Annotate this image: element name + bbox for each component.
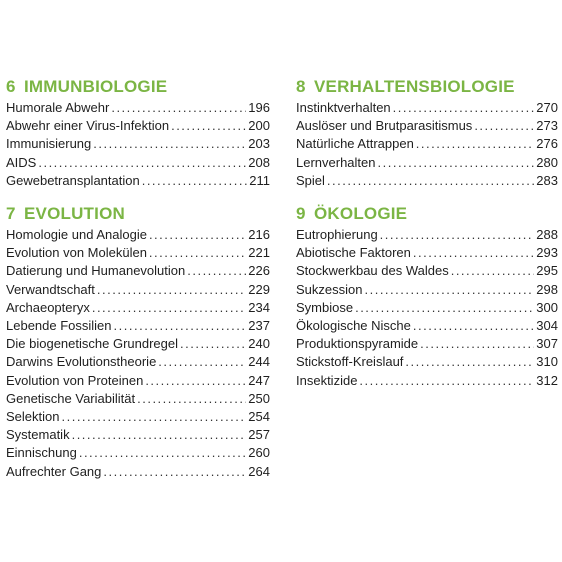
toc-entry-einnischung[interactable]: [6, 444, 270, 462]
toc-entry-evolution-von-proteinen[interactable]: [6, 372, 270, 390]
dot-leader: [79, 444, 246, 462]
toc-entry-archaeopteryx[interactable]: [6, 299, 270, 317]
toc-entry-oekologische-nische[interactable]: [296, 317, 558, 335]
entry-page-number: 270: [536, 100, 558, 115]
entry-page-number: 211: [249, 172, 270, 188]
entry-label: Humorale Abwehr: [6, 100, 110, 115]
toc-entry-homologie-und-analogie[interactable]: [6, 226, 270, 244]
entry-label: Aufrechter Gang: [6, 463, 102, 479]
entry-label: Systematik: [6, 427, 70, 443]
toc-entry-symbiose[interactable]: [296, 299, 558, 317]
entry-page-number: 203: [248, 136, 270, 152]
chapter-number: 8: [296, 77, 306, 96]
entry-label: Abwehr einer Virus-Infektion: [6, 118, 170, 134]
entry-page-number: 295: [536, 263, 558, 279]
entry-page-number: 288: [536, 227, 558, 243]
chapter-title: EVOLUTION: [24, 204, 125, 224]
toc-entry-insektizide[interactable]: [296, 372, 558, 390]
entry-page-number: 250: [248, 390, 270, 406]
dot-leader: [420, 335, 534, 353]
toc-entry-datierung-und-humanevolution[interactable]: [6, 262, 270, 280]
toc-entry-stickstoff-kreislauf[interactable]: [296, 353, 558, 371]
entry-label: Evolution von Proteinen: [6, 372, 144, 388]
entry-page-number: 260: [248, 445, 270, 461]
entry-page-number: 216: [248, 227, 270, 243]
right-column: [296, 77, 558, 390]
chapter-title: IMMUNBIOLOGIE: [24, 77, 168, 96]
dot-leader: [413, 317, 534, 335]
entry-page-number: 237: [248, 318, 270, 334]
dot-leader: [142, 172, 248, 190]
chapter-heading: [296, 77, 558, 97]
toc-entry-lebende-fossilien[interactable]: [6, 317, 270, 335]
entry-page-number: 234: [248, 299, 270, 315]
entry-page-number: 254: [248, 409, 270, 425]
entry-label: Auslöser und Brutparasitismus: [296, 118, 473, 134]
dot-leader: [137, 390, 246, 408]
entry-label: Einnischung: [6, 445, 77, 461]
dot-leader: [405, 353, 534, 371]
dot-leader: [355, 299, 534, 317]
entry-page-number: 240: [248, 336, 270, 352]
entry-label: Selektion: [6, 409, 60, 425]
dot-leader: [97, 281, 246, 299]
toc-entry-aufrechter-gang[interactable]: [6, 463, 270, 481]
dot-leader: [364, 281, 534, 299]
entry-label: Natürliche Attrappen: [296, 136, 414, 152]
dot-leader: [474, 117, 534, 135]
dot-leader: [327, 172, 534, 190]
entry-page-number: 257: [248, 427, 270, 443]
dot-leader: [149, 226, 246, 244]
chapter-heading: [6, 204, 270, 224]
entry-page-number: 280: [536, 154, 558, 170]
chapter-section-immunbiologie: [6, 77, 270, 190]
dot-leader: [393, 99, 535, 117]
entry-label: Lernverhalten: [296, 154, 376, 170]
entry-label: AIDS: [6, 154, 37, 170]
dot-leader: [359, 372, 534, 390]
chapter-number: 9: [296, 204, 306, 224]
toc-entry-natuerliche-attrappen[interactable]: [296, 135, 558, 153]
entry-page-number: 247: [248, 372, 270, 388]
toc-entry-lernverhalten[interactable]: [296, 154, 558, 172]
dot-leader: [38, 154, 246, 172]
entry-page-number: 244: [248, 354, 270, 370]
entry-page-number: 307: [536, 336, 558, 352]
entry-page-number: 226: [248, 263, 270, 279]
entry-page-number: 273: [536, 118, 558, 134]
dot-leader: [111, 99, 246, 117]
entry-label: Verwandtschaft: [6, 281, 95, 297]
dot-leader: [180, 335, 246, 353]
toc-entry-spiel[interactable]: [296, 172, 558, 190]
entry-label: Die biogenetische Grundregel: [6, 336, 178, 352]
chapter-heading: [6, 77, 270, 97]
entry-page-number: 229: [248, 281, 270, 297]
toc-entry-gewebetransplantation[interactable]: [6, 172, 270, 190]
toc-entry-evolution-von-molekuelen[interactable]: [6, 244, 270, 262]
dot-leader: [187, 262, 246, 280]
toc-entry-produktionspyramide[interactable]: [296, 335, 558, 353]
dot-leader: [114, 317, 247, 335]
chapter-number: 7: [6, 204, 16, 224]
dot-leader: [92, 299, 246, 317]
dot-leader: [378, 154, 535, 172]
entry-label: Stockwerkbau des Waldes: [296, 263, 449, 279]
toc-entry-darwins-evolutionstheorie[interactable]: [6, 353, 270, 371]
dot-leader: [413, 244, 534, 262]
toc-entry-systematik[interactable]: [6, 426, 270, 444]
toc-entry-aids[interactable]: [6, 154, 270, 172]
entry-page-number: 200: [248, 118, 270, 134]
entry-label: Homologie und Analogie: [6, 227, 147, 243]
entry-label: Evolution von Molekülen: [6, 245, 147, 261]
chapter-section-evolution: [6, 204, 270, 481]
entry-page-number: 310: [536, 354, 558, 370]
entry-label: Genetische Variabilität: [6, 390, 136, 406]
entry-page-number: 276: [536, 136, 558, 152]
dot-leader: [61, 408, 246, 426]
toc-entry-ausloeser-und-brutparasitismus[interactable]: [296, 117, 558, 135]
dot-leader: [380, 226, 535, 244]
entry-label: Abiotische Faktoren: [296, 245, 411, 261]
entry-page-number: 196: [248, 100, 270, 115]
entry-label: Sukzession: [296, 281, 363, 297]
chapter-title: ÖKOLOGIE: [314, 204, 408, 224]
entry-label: Datierung und Humanevolution: [6, 263, 186, 279]
entry-page-number: 264: [248, 463, 270, 479]
toc-entry-selektion[interactable]: [6, 408, 270, 426]
dot-leader: [171, 117, 246, 135]
chapter-heading: [296, 204, 558, 224]
chapter-section-oekologie: [296, 204, 558, 390]
entry-page-number: 293: [536, 245, 558, 261]
entry-page-number: 304: [536, 318, 558, 334]
toc-entry-abiotische-faktoren[interactable]: [296, 244, 558, 262]
entry-label: Produktionspyramide: [296, 336, 419, 352]
entry-page-number: 312: [536, 372, 558, 388]
entry-page-number: 283: [536, 172, 558, 188]
entry-page-number: 300: [536, 299, 558, 315]
entry-label: Darwins Evolutionstheorie: [6, 354, 157, 370]
toc-entry-sukzession[interactable]: [296, 281, 558, 299]
toc-entry-die-biogenetische-grundregel[interactable]: [6, 335, 270, 353]
dot-leader: [416, 135, 535, 153]
entry-label: Spiel: [296, 172, 325, 188]
entry-label: Lebende Fossilien: [6, 318, 112, 334]
dot-leader: [145, 372, 246, 390]
dot-leader: [451, 262, 535, 280]
toc-entry-eutrophierung[interactable]: [296, 226, 558, 244]
entry-label: Stickstoff-Kreislauf: [296, 354, 404, 370]
toc-entry-instinktverhalten[interactable]: [296, 99, 558, 117]
chapter-title: VERHALTENSBIOLOGIE: [314, 77, 515, 96]
dot-leader: [149, 244, 246, 262]
dot-leader: [93, 135, 246, 153]
entry-label: Immunisierung: [6, 136, 92, 152]
entry-label: Symbiose: [296, 299, 354, 315]
entry-label: Gewebetransplantation: [6, 172, 140, 188]
dot-leader: [158, 353, 246, 371]
toc-entry-immunisierung[interactable]: [6, 135, 270, 153]
chapter-number: 6: [6, 77, 16, 96]
chapter-section-verhaltensbiologie: [296, 77, 558, 190]
entry-label: Archaeopteryx: [6, 299, 90, 315]
entry-label: Ökologische Nische: [296, 318, 411, 334]
toc-entry-abwehr-einer-virus-infektion[interactable]: [6, 117, 270, 135]
toc-entry-genetische-variabilitaet[interactable]: [6, 390, 270, 408]
dot-leader: [103, 463, 246, 481]
entry-page-number: 208: [248, 154, 270, 170]
entry-page-number: 221: [248, 245, 270, 261]
entry-label: Insektizide: [296, 372, 358, 388]
toc-entry-humorale-abwehr[interactable]: [6, 99, 270, 117]
toc-entry-stockwerkbau-des-waldes[interactable]: [296, 262, 558, 280]
left-column: [6, 77, 270, 481]
entry-label: Instinktverhalten: [296, 100, 391, 115]
entry-page-number: 298: [536, 281, 558, 297]
toc-entry-verwandtschaft[interactable]: [6, 281, 270, 299]
dot-leader: [72, 426, 247, 444]
entry-label: Eutrophierung: [296, 227, 378, 243]
